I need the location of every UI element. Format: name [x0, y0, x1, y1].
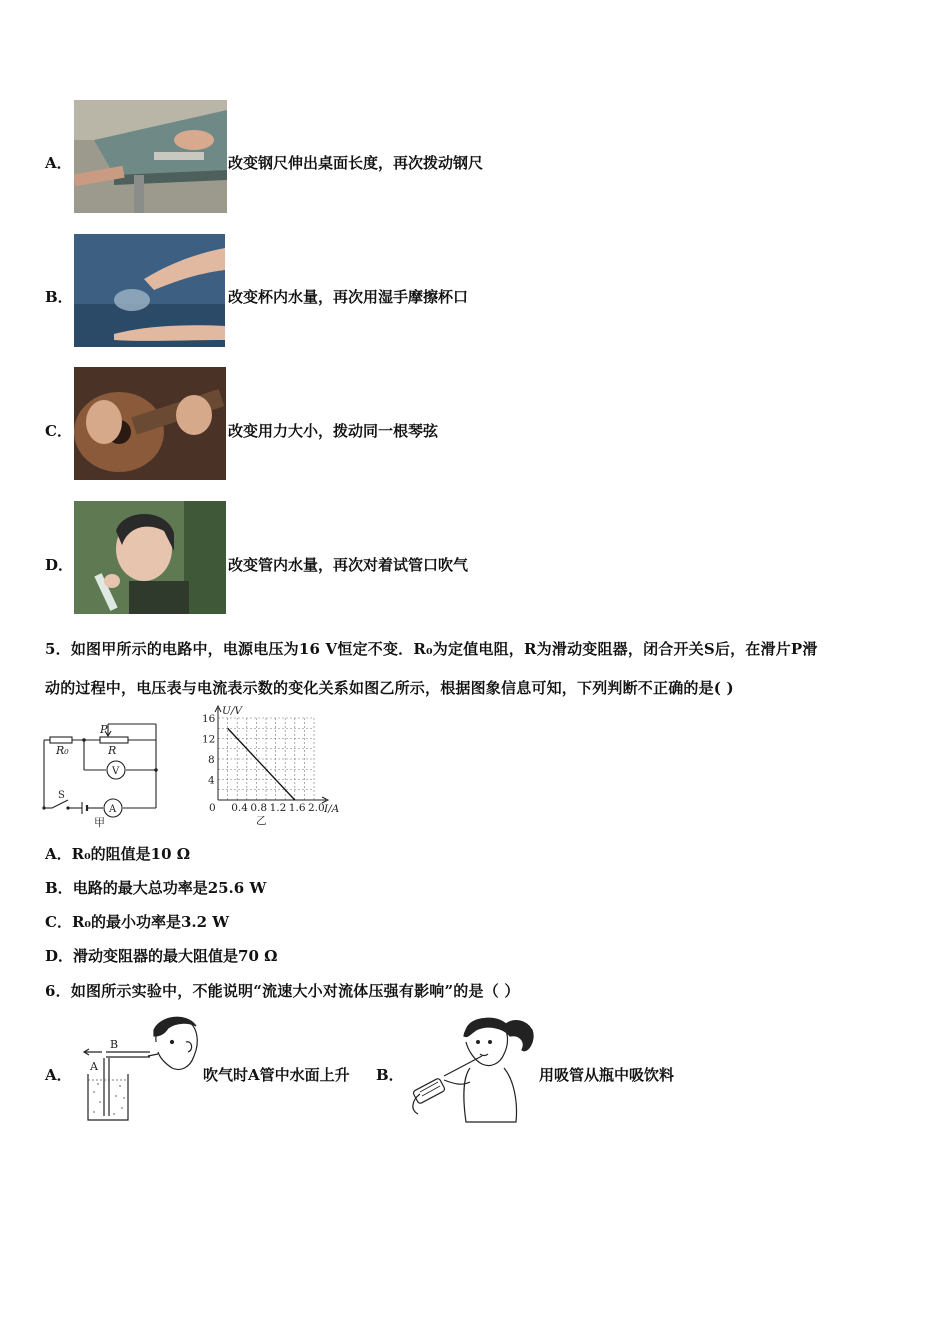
q5-option-a [45, 843, 190, 864]
q6-option-b-letter: B． [376, 1066, 404, 1084]
ui-graph [196, 700, 346, 828]
x-tick-label: 0.4 [231, 802, 248, 814]
q5-option-d [45, 945, 277, 966]
q5-option-c [45, 911, 229, 932]
q4-option-b-letter: B． [45, 288, 73, 306]
q6-option-a-text: 吹气时A管中水面上升 [203, 1066, 350, 1084]
blowing-test-tube-photo [74, 501, 226, 614]
graph-caption: 乙 [256, 815, 267, 827]
wine-glass-photo [74, 234, 225, 347]
q4-option-b-text: 改变杯内水量，再次用湿手摩擦杯口 [228, 288, 469, 306]
r0-label: R₀ [56, 744, 69, 757]
fig-a-label-b: B [110, 1038, 119, 1051]
x-tick-label: 1.6 [288, 802, 306, 814]
y-tick-label: 16 [202, 713, 216, 725]
circuit-diagram [38, 716, 168, 828]
x-tick-label: 0.8 [250, 802, 268, 814]
q4-option-a-text: 改变钢尺伸出桌面长度，再次拨动钢尺 [228, 154, 484, 172]
q6-option-a-letter: A． [45, 1066, 72, 1084]
x-tick-label: 1.2 [269, 802, 287, 814]
q5-option-c-letter: C． [45, 913, 72, 931]
voltmeter-label: V [112, 766, 120, 777]
q4-option-d-text: 改变管内水量，再次对着试管口吹气 [228, 556, 469, 574]
ammeter-label: A [109, 804, 117, 815]
q6-stem: 6．如图所示实验中，不能说明“流速大小对流体压强有影响”的是（ ） [45, 982, 520, 1000]
blowing-tube-drawing [76, 1012, 202, 1124]
q5-option-c-text: R₀的最小功率是3.2 W [71, 913, 230, 931]
q5-option-d-letter: D． [45, 947, 74, 965]
q5-option-b [45, 877, 266, 898]
q5-option-d-text: 滑动变阻器的最大阻值是70 Ω [73, 947, 278, 965]
q4-option-d-letter: D． [45, 556, 74, 574]
ui-series-line [228, 728, 295, 800]
y-tick-label: 12 [202, 733, 216, 746]
rheostat-r [100, 737, 128, 743]
y-axis-label: U/V [222, 705, 242, 717]
switch-label: S [58, 790, 65, 801]
r0-resistor [50, 737, 72, 743]
x-tick-label: 0 [209, 802, 216, 814]
fig-a-label-a: A [90, 1060, 98, 1073]
x-tick-label: 2.0 [308, 802, 325, 814]
q5-option-a-text: R₀的阻值是10 Ω [71, 845, 191, 863]
y-tick-label: 8 [208, 754, 215, 766]
r-label: R [108, 744, 117, 757]
q6-option-b-text: 用吸管从瓶中吸饮料 [539, 1066, 675, 1084]
girl-drinking-drawing [404, 1014, 538, 1126]
q5-option-b-letter: B． [45, 879, 73, 897]
p-label: P [100, 723, 108, 736]
q4-option-c-letter: C． [45, 422, 72, 440]
q5-stem-line2: 动的过程中，电压表与电流表示数的变化关系如图乙所示，根据图象信息可知，下列判断不正确的是( ) [45, 679, 734, 697]
x-axis-label: I/A [324, 803, 340, 815]
q4-option-c-text: 改变用力大小，拨动同一根琴弦 [228, 422, 439, 440]
q5-option-a-letter: A． [45, 845, 72, 863]
q5-option-b-text: 电路的最大总功率是25.6 W [72, 879, 267, 897]
y-tick-label: 4 [208, 774, 215, 787]
q5-stem-line1: 5．如图甲所示的电路中，电源电压为16 V恒定不变．R₀为定值电阻，R为滑动变阻器，闭合开关S后，在滑片P滑 [45, 640, 818, 658]
q4-option-a-letter: A． [45, 154, 72, 172]
ruler-on-desk-photo [74, 100, 227, 213]
circuit-caption: 甲 [94, 816, 105, 828]
guitar-photo [74, 367, 226, 480]
